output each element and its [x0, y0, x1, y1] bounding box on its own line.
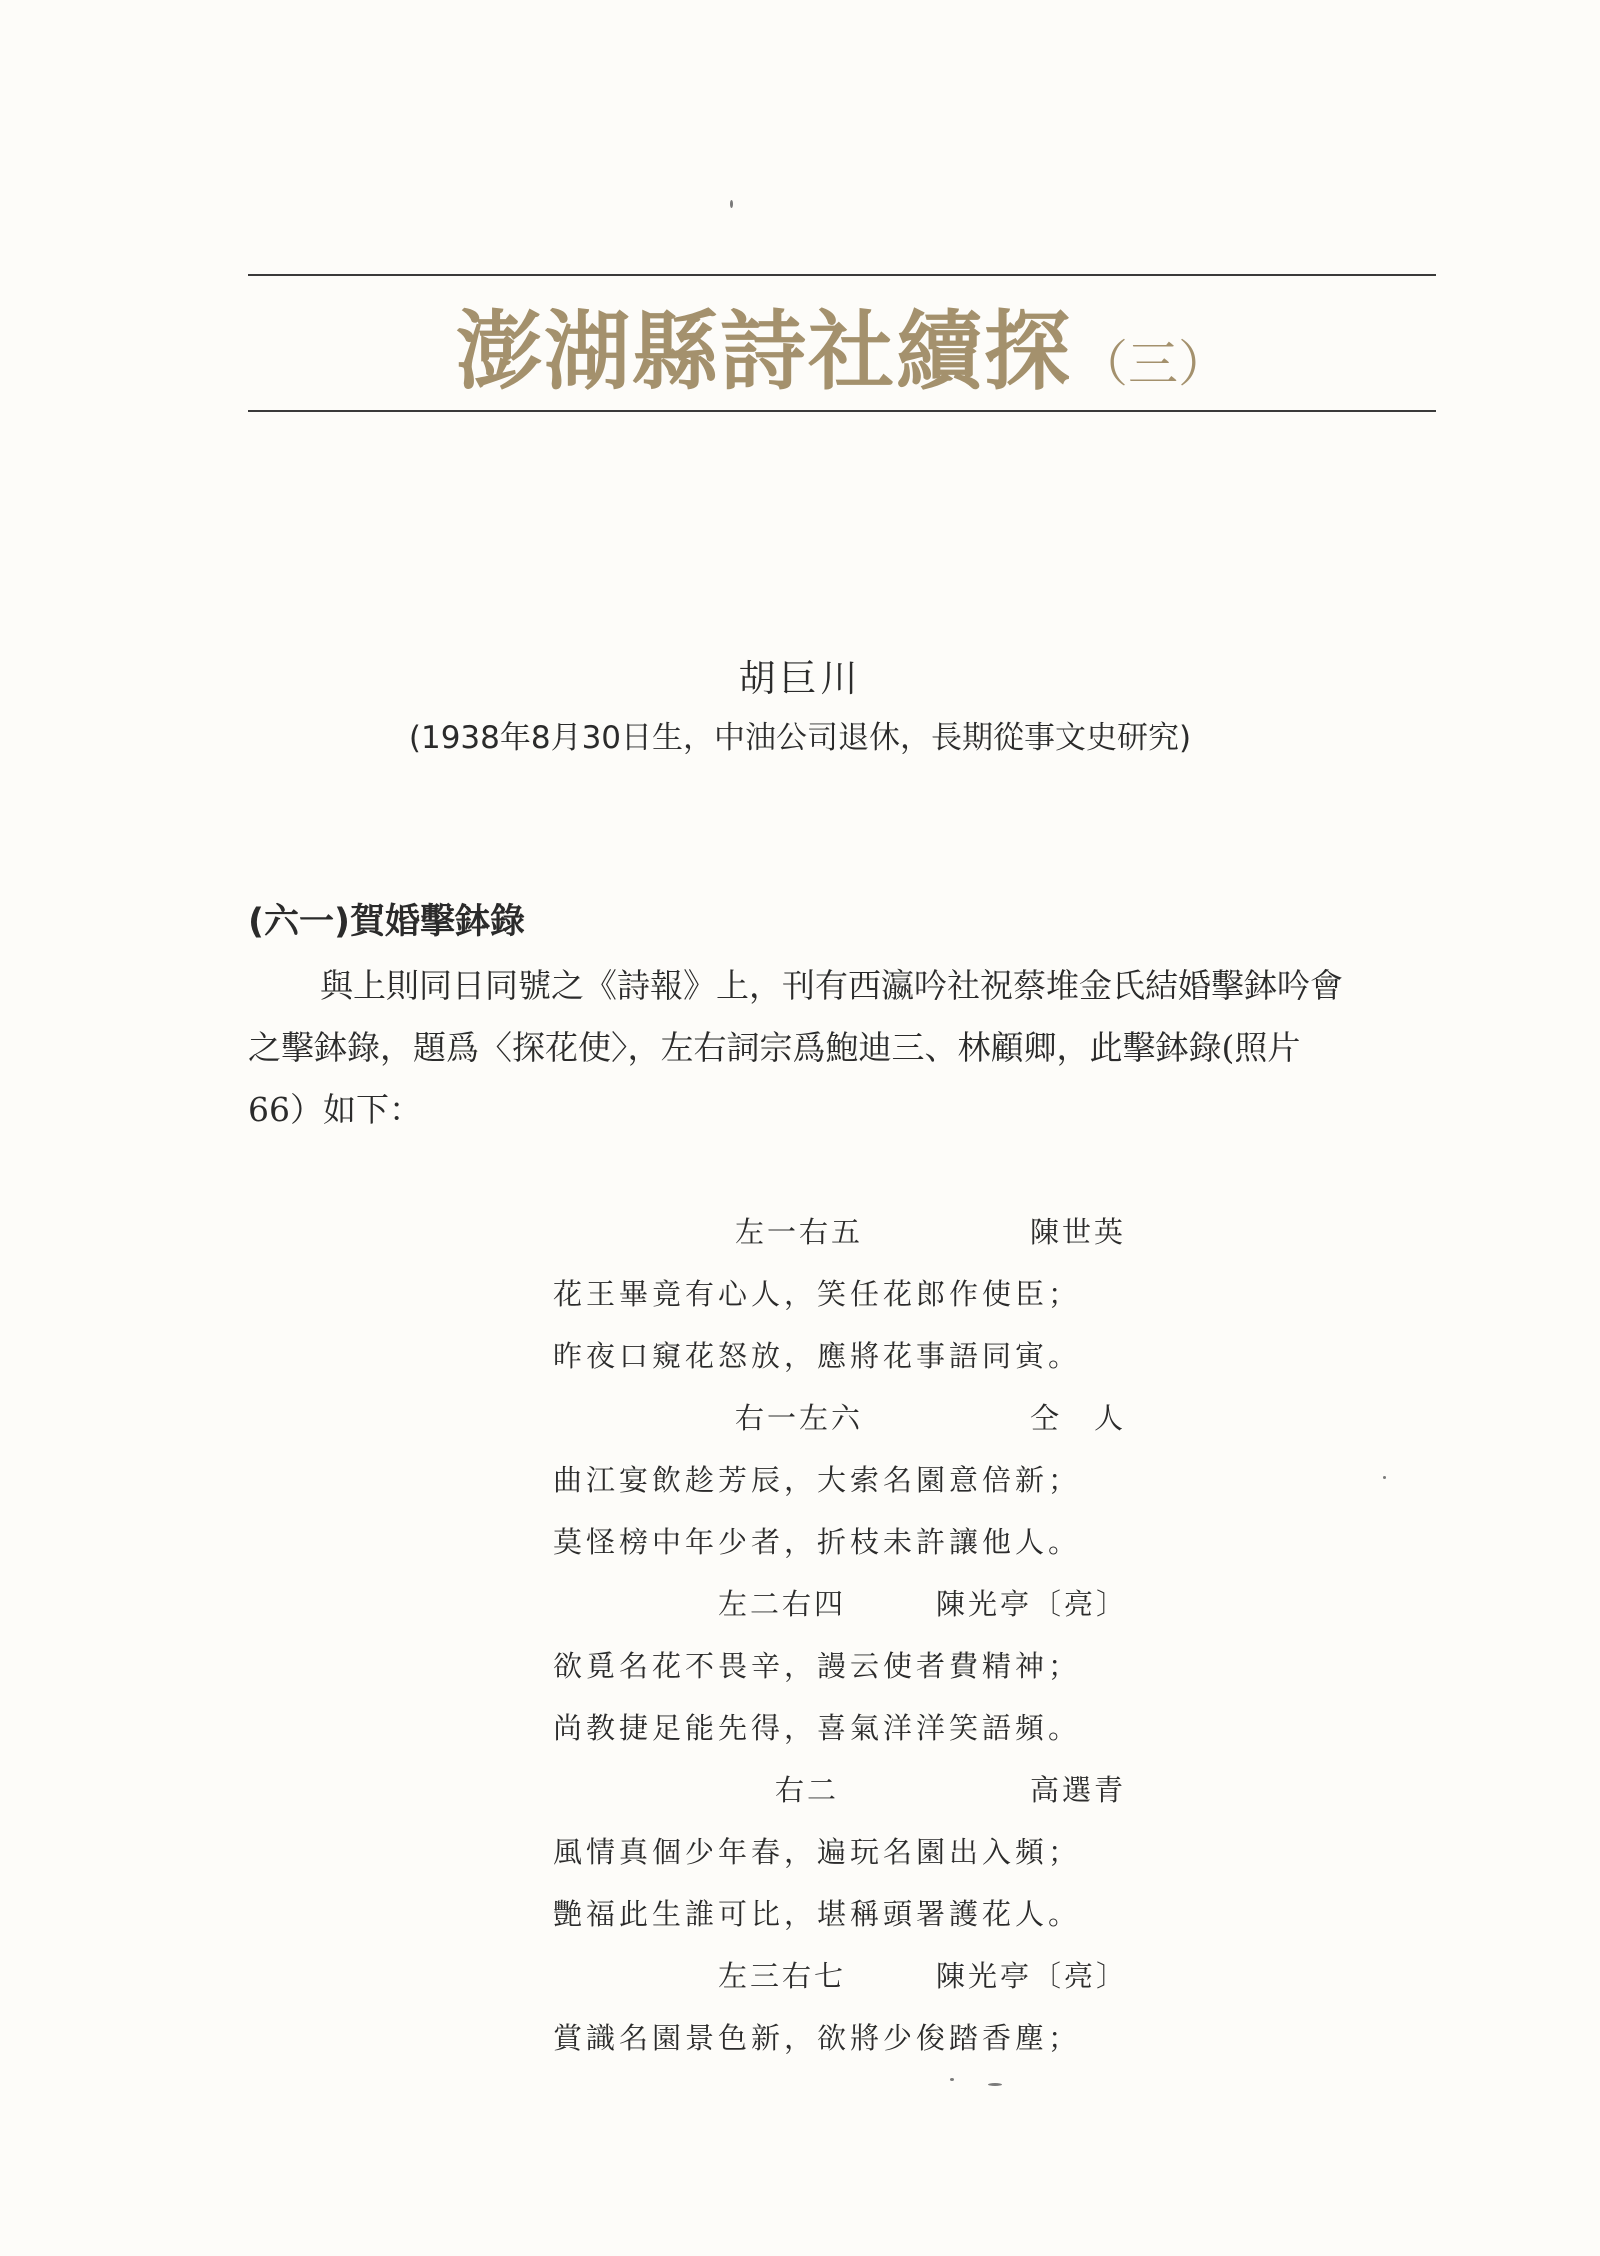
poem-poet: 仝 人 [1030, 1401, 1127, 1435]
poem-poet: 陳世英 [1030, 1215, 1127, 1249]
intro-line: 與上則同日同號之《詩報》上，刊有西瀛吟社祝蔡堆金氏結婚擊鉢吟會 [320, 966, 1343, 1005]
author-name: 胡巨川 [738, 657, 862, 700]
poem-line: 艷福此生誰可比，堪稱頭署護花人。 [553, 1897, 1082, 1931]
scan-speck [988, 2083, 1002, 2086]
poem-poet: 陳光亭〔亮〕 [936, 1959, 1129, 1993]
title-rule-bottom [248, 410, 1436, 412]
poem-line: 曲江宴飲趁芳辰，大索名園意倍新； [553, 1463, 1082, 1497]
poem-line: 賞識名園景色新，欲將少俊踏香塵； [553, 2021, 1082, 2055]
scan-speck [950, 2078, 954, 2081]
poem-line: 花王畢竟有心人，笑任花郎作使臣； [553, 1277, 1082, 1311]
poem-rank: 左二右四 [718, 1587, 847, 1621]
poem-rank: 右一左六 [735, 1401, 864, 1435]
poem-poet: 陳光亭〔亮〕 [936, 1587, 1129, 1621]
poem-rank: 左一右五 [735, 1215, 864, 1249]
intro-line: 之擊鉢錄，題爲〈探花使〉，左右詞宗爲鮑迪三、林顧卿，此擊鉢錄(照片 [248, 1028, 1301, 1067]
section-heading: (六一)賀婚擊鉢錄 [248, 902, 525, 942]
poem-line: 莫怪榜中年少者，折枝未許讓他人。 [553, 1525, 1082, 1559]
article-title [248, 282, 1436, 406]
title-rule-top [248, 274, 1436, 276]
poem-rank: 右二 [775, 1773, 840, 1807]
article-title-main: 澎湖縣詩社續探 [456, 301, 1072, 402]
article-title-part: （三） [1078, 335, 1228, 393]
poem-line: 昨夜口窺花怒放，應將花事語同寅。 [553, 1339, 1082, 1373]
intro-line: 66）如下： [248, 1090, 422, 1129]
scan-speck [730, 200, 733, 208]
author-note: (1938年8月30日生，中油公司退休，長期從事文史研究) [408, 720, 1192, 756]
poem-line: 風情真個少年春，遍玩名園出入頻； [553, 1835, 1082, 1869]
poem-poet: 高選青 [1030, 1773, 1127, 1807]
poem-line: 尚教捷足能先得，喜氣洋洋笑語頻。 [553, 1711, 1082, 1745]
poem-rank: 左三右七 [718, 1959, 847, 1993]
poem-line: 欲覓名花不畏辛，謾云使者費精神； [553, 1649, 1082, 1683]
scan-speck [1383, 1476, 1386, 1479]
intro-paragraph [248, 955, 1438, 1141]
